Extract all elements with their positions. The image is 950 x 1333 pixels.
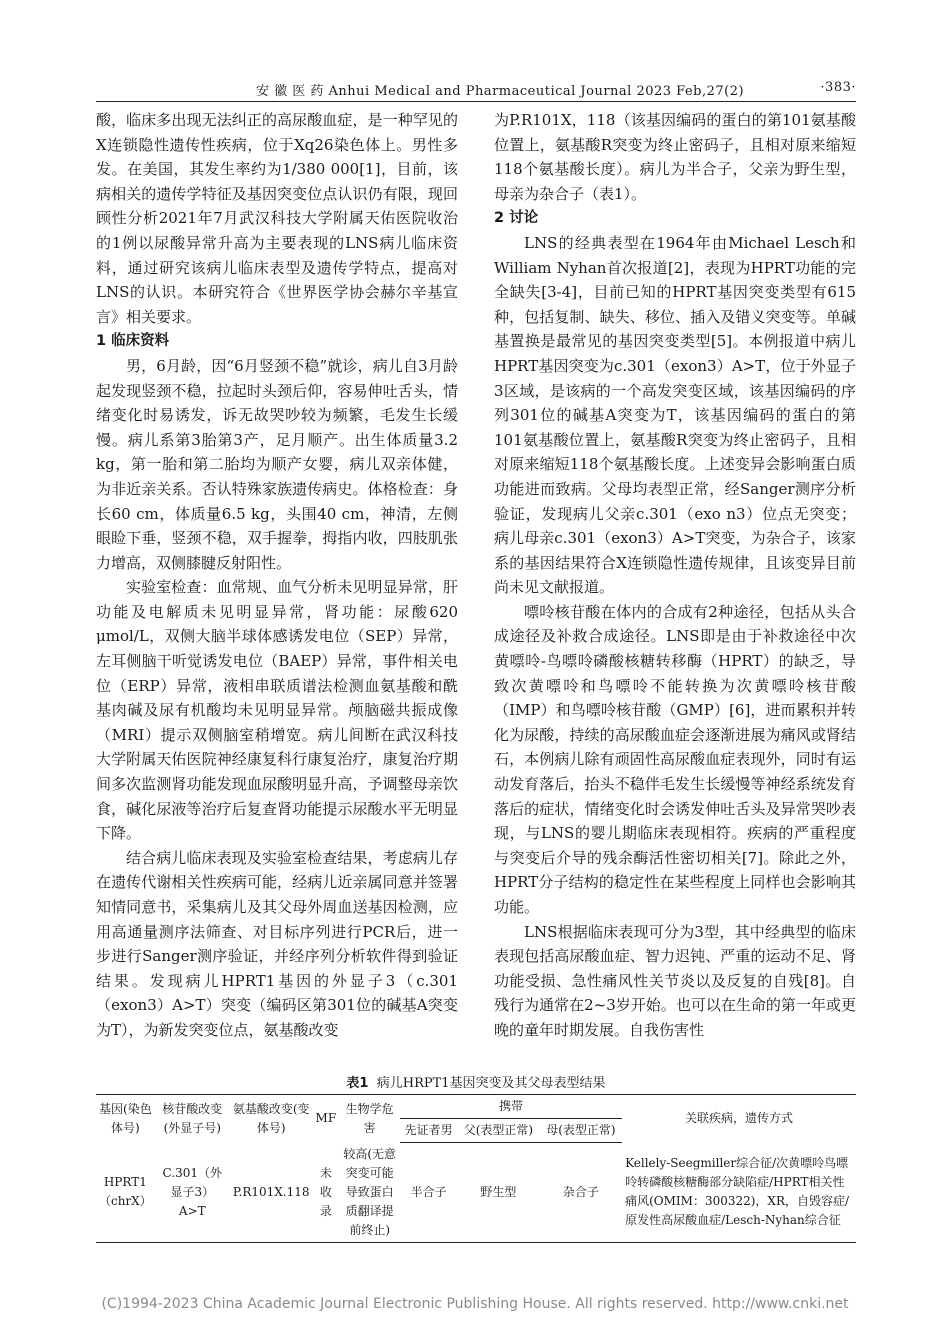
paragraph: 男，6月龄，因“6月竖颈不稳”就诊，病儿自3月龄起发现竖颈不稳，拉起时头颈后仰，容易伸吐舌头，情绪变化时易诱发，诉无故哭吵较为频繁，毛发生长缓慢。病儿系第3胎第3产，足月顺产。出生体质量3.2 kg，第一胎和第二胎均为顺产女婴，病儿双亲体健，为非近亲关系。否认特殊家族遗传病史。体格检查：身长60 cm，体质量6.5 kg，头围40 cm，神清，左侧眼睑下垂，竖颈不稳，双手握拳，拇指内收，四肢肌张力增高，双侧膝腱反射阳性。 (96, 356, 458, 572)
journal-title: 安 徽 医 药 Anhui Medical and Pharmaceutical Journal 2023 Feb,27(2) (256, 84, 745, 99)
table-caption (96, 1072, 856, 1091)
paragraph: 酸，临床多出现无法纠正的高尿酸血症，是一种罕见的X连锁隐性遗传性疾病，位于Xq26染色体上。男性多发。在美国，其发生率约为1/380 000[1]，目前，该病相关的遗传学特征及基因突变位点认识仍有限，现回顾性分析2021年7月武汉科技大学附属天佑医院收治的1例以尿酸异常升高为主要表现的LNS病儿临床资料，通过研究该病儿临床表型及遗传学特点，提高对LNS的认识。本研究符合《世界医学协会赫尔辛基宣言》相关要求。 (96, 111, 458, 326)
table-title-text: 病儿HRPT1基因突变及其父母表型结果 (376, 1076, 606, 1091)
paragraph: 实验室检查：血常规、血气分析未见明显异常，肝功能及电解质未见明显异常，肾功能：尿酸620 μmol/L，双侧大脑半球体感诱发电位（SEP）异常，左耳侧脑干听觉诱发电位（BAEP）异常，事件相关电位（ERP）异常，液相串联质谱法检测血氨基酸和酰基肉碱及尿有机酸均未见明显异常。颅脑磁共振成像（MRI）提示双侧脑室稍增宽。病儿间断在武汉科技大学附属天佑医院神经康复科行康复治疗，康复治疗期间多次监测肾功能发现血尿酸明显升高，予调整母亲饮食，碱化尿液等治疗后复查肾功能提示尿酸水平无明显下降。 (96, 578, 458, 843)
cell-gene: HPRT1（chrX） (96, 1143, 155, 1243)
header-father: 父(表型正常) (457, 1119, 539, 1143)
paragraph: LNS的经典表型在1964年由Michael Lesch和William Nyhan首次报道[2]，表现为HPRT功能的完全缺失[3-4]，目前已知的HPRT基因突变类型有615种，包括复制、缺失、移位、插入及错义突变等。单碱基置换是最常见的基因突变类型[5]。本例报道中病儿HPRT基因突变为c.301（exon3）A>T，位于外显子3区域，是该病的一个高发突变区域，该基因编码的序列301位的碱基A突变为T，该基因编码的蛋白的第101氨基酸位置上，氨基酸R突变为终止密码子，且相对原来缩短118个氨基酸长度。上述变异会影响蛋白质功能进而致病。父母均表型正常，经Sanger测序分析验证，发现病儿父亲c.301（exo n3）位点无突变；病儿母亲c.301（exon3）A>T突变，为杂合子，该家系的基因结果符合X连锁隐性遗传规律，且该变异目前尚未见文献报道。 (494, 233, 856, 597)
cell-mother: 杂合子 (540, 1143, 622, 1243)
header-hazard: 生物学危害 (339, 1095, 400, 1143)
header-proband: 先证者男 (400, 1119, 457, 1143)
header-rule (96, 101, 856, 102)
paragraph: 为P.R101X，118（该基因编码的蛋白的第101氨基酸位置上，氨基酸R突变为终止密码子，且相对原来缩短118个氨基酸长度）。病儿为半合子，父亲为野生型，母亲为杂合子（表1）。 (494, 111, 856, 203)
page-number: ·383· (820, 80, 856, 95)
paragraph: 嘌呤核苷酸在体内的合成有2种途径，包括从头合成途径及补救合成途径。LNS即是由于补救途径中次黄嘌呤-鸟嘌呤磷酸核糖转移酶（HPRT）的缺乏，导致次黄嘌呤和鸟嘌呤不能转换为次黄嘌呤核苷酸（IMP）和鸟嘌呤核苷酸（GMP）[6]，进而累积并转化为尿酸，持续的高尿酸血症会逐渐进展为痛风或肾结石，本例病儿除有顽固性高尿酸血症表现外，同时有运动发育落后，抬头不稳伴毛发生长缓慢等神经系统发育落后的症状，情绪变化时会诱发伸吐舌头及异常哭吵表现，与LNS的婴儿期临床表现相符。疾病的严重程度与突变后介导的残余酶活性密切相关[7]。除此之外，HPRT分子结构的稳定性在某些程度上同样也会影响其功能。 (494, 602, 856, 916)
copyright-footer: (C)1994-2023 China Academic Journal Electronic Publishing House. All rights reserved. http://www.cnki.net (101, 1296, 849, 1312)
table-row (96, 1143, 856, 1243)
running-header (96, 76, 856, 100)
section-heading: 1 临床资料 (96, 333, 170, 350)
header-carry: 携带 (400, 1095, 622, 1119)
paragraph: 结合病儿临床表现及实验室检查结果，考虑病儿存在遗传代谢相关性疾病可能，经病儿近亲属同意并签署知情同意书，采集病儿及其父母外周血送基因检测，应用高通量测序法筛查、对目标序列进行PCR后，进一步进行Sanger测序验证，并经序列分析软件得到验证结果。发现病儿HPRT1基因的外显子3（c.301（exon3）A>T）突变（编码区第301位的碱基A突变为T），为新发突变位点，氨基酸改变 (96, 848, 458, 1039)
cell-nucleotide: C.301（外显子3）A>T (155, 1143, 230, 1243)
cell-proband: 半合子 (400, 1143, 457, 1243)
cell-father: 野生型 (457, 1143, 539, 1243)
table-label: 表1 (346, 1076, 369, 1091)
header-mother: 母(表型正常) (540, 1119, 622, 1143)
header-mf: MF (313, 1095, 340, 1143)
cell-mf: 未收录 (313, 1143, 340, 1243)
cell-amino-acid: P.R101X.118 (230, 1143, 313, 1243)
paragraph: LNS根据临床表现可分为3型，其中经典型的临床表现包括高尿酸血症、智力迟钝、严重的运动不足、肾功能受损、急性痛风性关节炎以及反复的自残[8]。自残行为通常在2~3岁开始。也可以在生命的第一年或更晚的童年时期发展。自我伤害性 (494, 922, 856, 1039)
section-heading: 2 讨论 (494, 210, 539, 227)
header-disease: 关联疾病，遗传方式 (622, 1095, 856, 1143)
left-column (96, 108, 458, 1043)
header-nucleotide: 核苷酸改变(外显子号) (155, 1095, 230, 1143)
header-amino-acid: 氨基酸改变(变体号) (230, 1095, 313, 1143)
cell-hazard: 较高(无意突变可能导致蛋白质翻译提前终止) (339, 1143, 400, 1243)
results-table (96, 1094, 856, 1243)
right-column (494, 108, 856, 1043)
header-gene: 基因(染色体号) (96, 1095, 155, 1143)
cell-disease: Kellely-Seegmiller综合征/次黄嘌呤鸟嘌呤转磷酸核糖酶部分缺陷症/HPRT相关性痛风(OMIM：300322)，XR，自毁容症/原发性高尿酸血症/Lesch-Nyhan综合征 (622, 1143, 856, 1243)
